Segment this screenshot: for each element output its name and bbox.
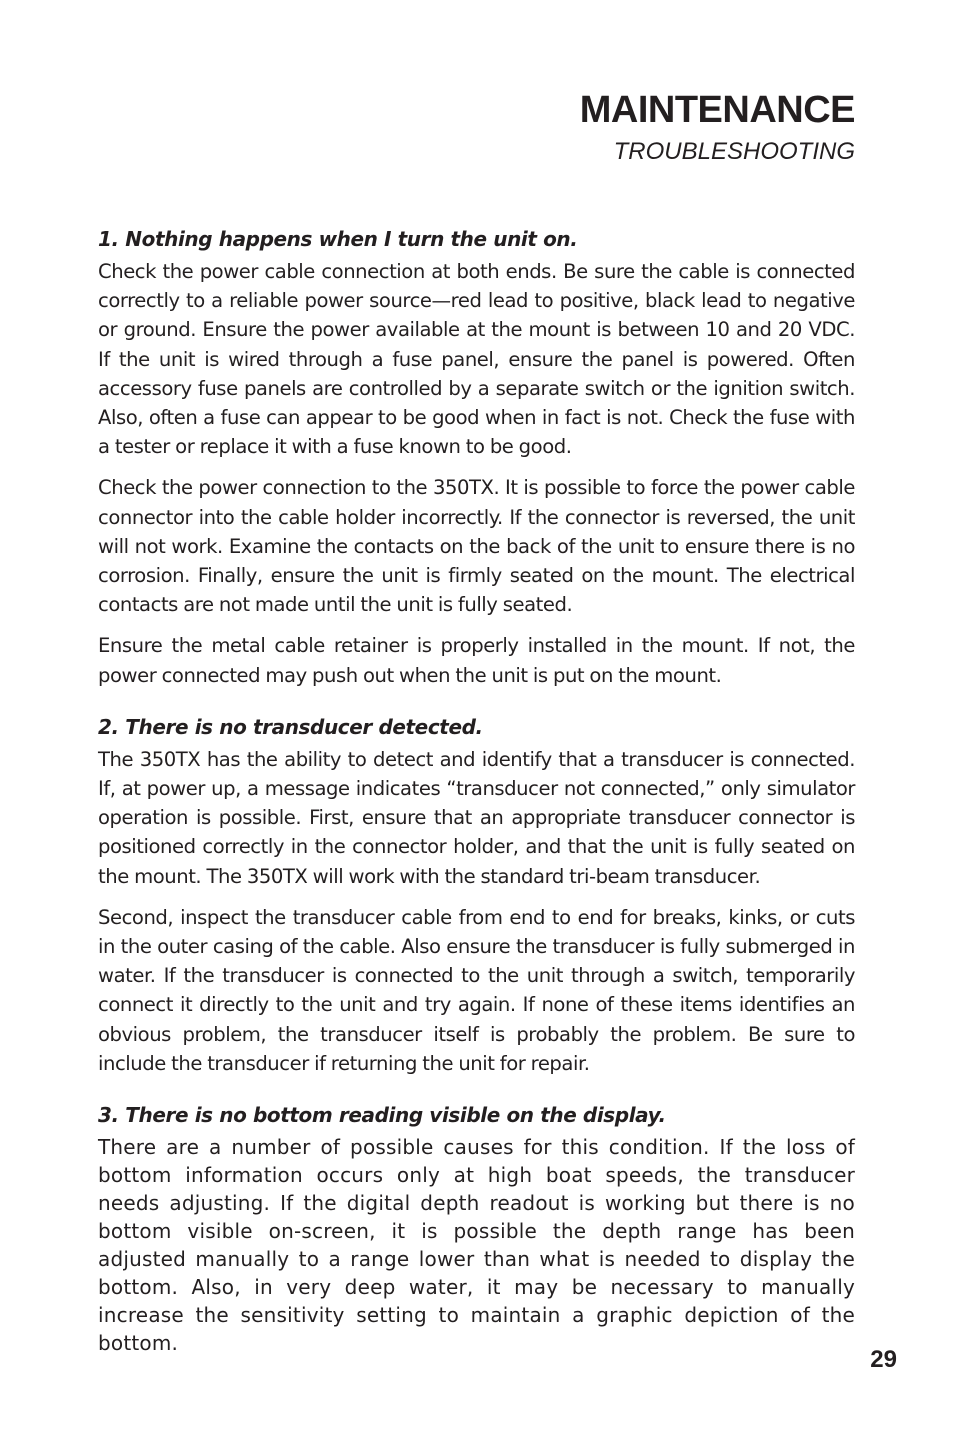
page-title: MAINTENANCE xyxy=(579,89,855,131)
paragraph: Check the power cable connection at both ends. Be sure the cable is connected correctly to a reliable power source—red lead to positive, black lead to negative or ground. Ensure the power available at the mount is between 10 and 20 VDC. If the unit is wired through a fuse panel, ensure the panel is powered. Often accessory fuse panels are controlled by a separate switch or the ignition switch. Also, often a fuse can appear to be good when in fact is not. Check the fuse with a tester or replace it with a fuse known to be good. xyxy=(98,260,855,459)
page-header xyxy=(580,90,855,166)
section-3 xyxy=(98,1102,855,1357)
paragraph: Second, inspect the transducer cable from end to end for breaks, kinks, or cuts in the outer casing of the cable. Also ensure the transducer is fully submerged in water. If the transducer is connected to the unit through a switch, temporarily connect it directly to the unit and try again. If none of these items identifies an obvious problem, the transducer itself is probably the problem. Be sure to include the transducer if returning the unit for repair. xyxy=(98,905,855,1075)
section-heading: 2. There is no transducer detected. xyxy=(98,714,483,739)
main-content xyxy=(98,226,855,1369)
paragraph: Ensure the metal cable retainer is properly installed in the mount. If not, the power connected may push out when the unit is put on the mount. xyxy=(98,634,855,687)
paragraph: The 350TX has the ability to detect and identify that a transducer is connected. If, at power up, a message indicates “transducer not connected,” only simulator operation is possible. First, ensure that an appropriate transducer connector is positioned correctly in the connector holder, and that the unit is fully seated on the mount. The 350TX will work with the standard tri-beam transducer. xyxy=(98,747,855,888)
paragraph: Check the power connection to the 350TX. It is possible to force the power cable connector into the cable holder incorrectly. If the connector is reversed, the unit will not work. Examine the contacts on the back of the unit to ensure there is no corrosion. Finally, ensure the unit is firmly seated on the mount. The electrical contacts are not made until the unit is fully seated. xyxy=(98,476,855,617)
paragraph: There are a number of possible causes for this condition. If the loss of bottom information occurs only at high boat speeds, the transducer needs adjusting. If the digital depth readout is working but there is no bottom visible on-screen, it is possible the depth range has been adjusted manually to a range lower than what is needed to display the bottom. Also, in very deep water, it may be necessary to manually increase the sensitivity setting to maintain a graphic depiction of the bottom. xyxy=(98,1135,855,1356)
section-1 xyxy=(98,226,855,690)
section-heading: 1. Nothing happens when I turn the unit on. xyxy=(98,227,578,251)
section-2 xyxy=(98,714,855,1078)
section-heading: 3. There is no bottom reading visible on the display. xyxy=(98,1103,666,1128)
page-subtitle: TROUBLESHOOTING xyxy=(613,138,855,165)
page-number: 29 xyxy=(870,1346,897,1373)
